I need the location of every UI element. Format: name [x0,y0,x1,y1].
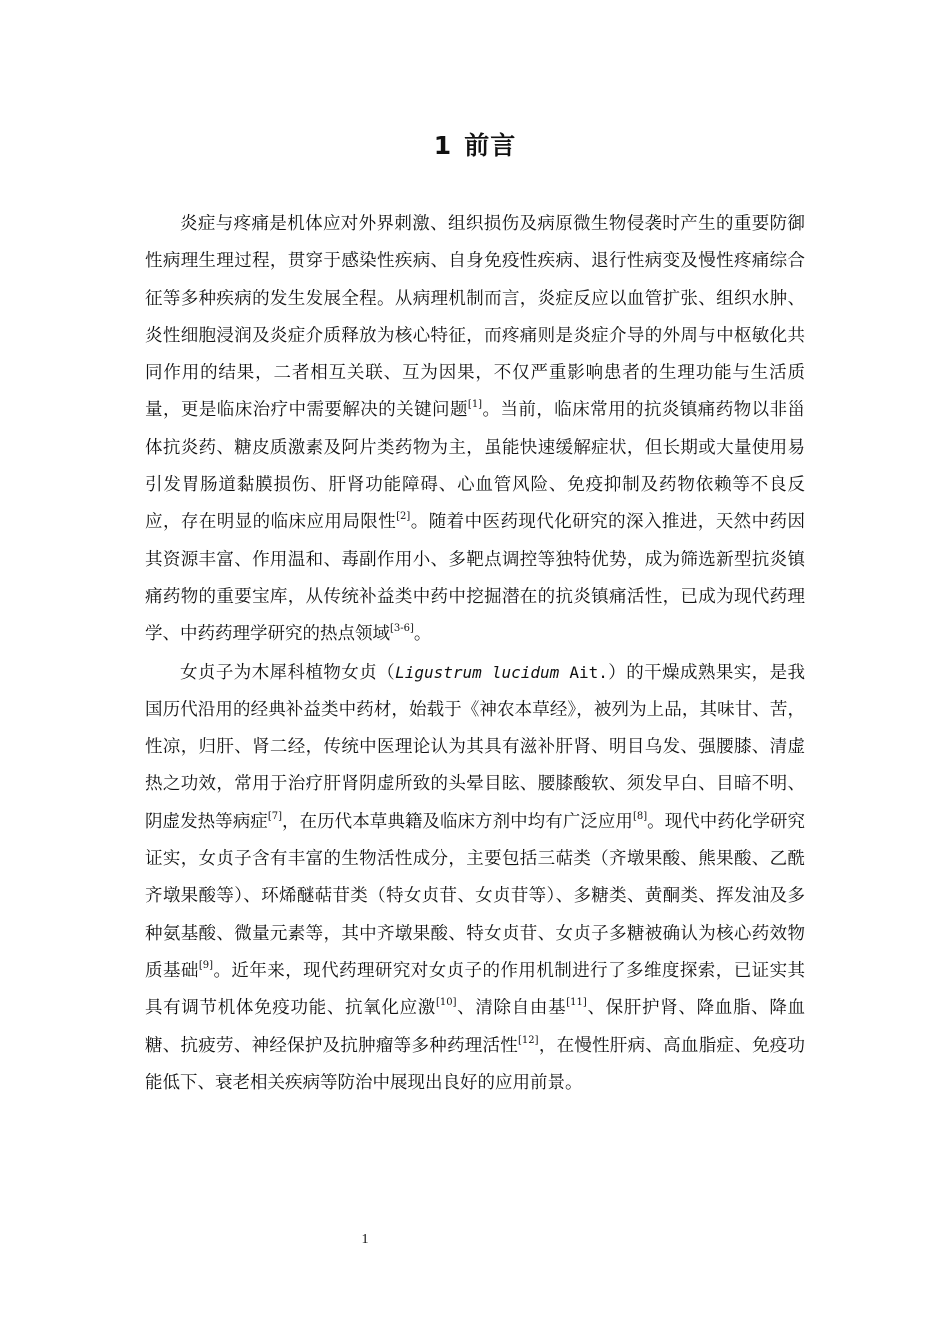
text-run: 。 [413,624,432,645]
paragraph [145,206,805,654]
text-run: 。近年来，现代药理研究对女贞子的作用机制进行了多维度探索，已证实其具有调节机体免疫功能、抗氧化应激 [145,960,806,1019]
text-run: 。当前，临床常用的抗炎镇痛药物以非甾体抗炎药、糖皮质激素及阿片类药物为主，虽能快速缓解症状，但长期或大量使用易引发胃肠道黏膜损伤、肝肾功能障碍、心血管风险、免疫抑制及药物依赖等不良反应，存在明显的临床应用局限性 [145,400,806,533]
text-run: 。随着中医药现代化研究的深入推进，天然中药因其资源丰富、作用温和、毒副作用小、多靶点调控等独特优势，成为筛选新型抗炎镇痛药物的重要宝库，从传统补益类中药中挖掘潜在的抗炎镇痛活性，已成为现代药理学、中药药理学研究的热点领域 [145,512,805,645]
latin-species-name: Ligustrum lucidum [395,662,560,682]
citation-ref: [12] [518,1034,539,1046]
citation-ref: [7] [267,810,282,822]
section-title: 前言 [464,131,517,160]
citation-ref: [3-6] [390,623,414,635]
text-run: 炎症与疼痛是机体应对外界刺激、组织损伤及病原微生物侵袭时产生的重要防御性病理生理过程，贯穿于感染性疾病、自身免疫性疾病、退行性病变及慢性疼痛综合征等多种疾病的发生发展全程。从病理机制而言，炎症反应以血管扩张、组织水肿、炎性细胞浸润及炎症介质释放为核心特征，而疼痛则是炎症介导的外周与中枢敏化共同作用的结果，二者相互关联、互为因果，不仅严重影响患者的生理功能与生活质量，更是临床治疗中需要解决的关键问题 [145,214,805,421]
paragraph [145,654,805,1103]
author-abbreviation: Ait. [559,662,608,682]
page-number: 1 [361,1232,369,1247]
body-text [145,206,805,1102]
text-run: 女贞子为木犀科植物女贞（ [180,662,396,683]
text-run: 。现代中药化学研究证实，女贞子含有丰富的生物活性成分，主要包括三萜类（齐墩果酸、熊果酸、乙酰齐墩果酸等）、环烯醚萜苷类（特女贞苷、女贞苷等）、多糖类、黄酮类、挥发油及多种氨基酸、微量元素等，其中齐墩果酸、特女贞苷、女贞子多糖被确认为核心药效物质基础 [145,811,806,981]
section-heading [0,126,950,162]
text-run: 、清除自由基 [456,998,567,1019]
text-run: 、保肝护肾、降血脂、降血糖、抗疲劳、神经保护及抗肿瘤等多种药理活性 [145,998,806,1056]
citation-ref: [8] [632,810,648,822]
citation-ref: [10] [435,997,457,1009]
citation-ref: [2] [396,511,411,523]
text-run: ）的干燥成熟果实，是我国历代沿用的经典补益类中药材，始载于《神农本草经》，被列为上品，其味甘、苦，性凉，归肝、肾二经，传统中医理论认为其具有滋补肝肾、明目乌发、强腰膝、清虚热之功效，常用于治疗肝肾阴虚所致的头晕目眩、腰膝酸软、须发早白、目暗不明、阴虚发热等病症 [145,662,806,832]
text-run: ，在慢性肝病、高血脂症、免疫功能低下、衰老相关疾病等防治中展现出良好的应用前景。 [145,1035,806,1093]
text-run: ，在历代本草典籍及临床方剂中均有广泛应用 [282,811,633,832]
citation-ref: [9] [198,959,213,971]
section-number: 1 [433,131,453,160]
citation-ref: [11] [566,997,587,1009]
citation-ref: [1] [467,399,483,411]
